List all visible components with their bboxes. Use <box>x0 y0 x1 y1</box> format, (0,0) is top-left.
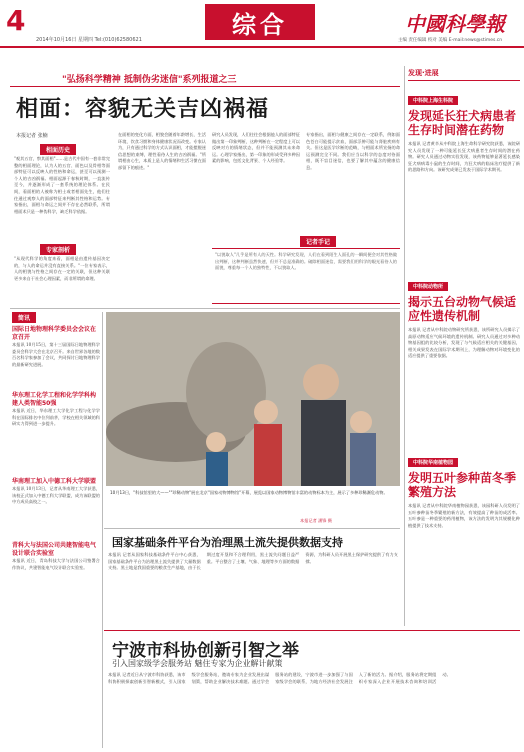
sidebar-story-1 <box>408 87 520 267</box>
sidebar-story-2 <box>408 273 520 443</box>
sidebar-story-body: 本报讯 记者黄辛从中科院上海生命科学研究院获悉，该院研究人员发现了一种可能延长狂犬病患者生存时间的潜在药物。研究人员通过动物实验发现，该药物能够显著延长感染狂犬病病毒小鼠的生存时间，为狂犬病的临床治疗提供了新的思路和方向。该研究成果已发表于国际学术期刊。 <box>408 141 520 173</box>
photo-illustration <box>106 312 400 486</box>
brief-item <box>12 542 100 598</box>
story2-title: 国家基础条件平台为治理黑土流失提供数据支持 <box>112 536 343 549</box>
column-divider <box>102 312 103 748</box>
brief-title: 青科大与法国公司共建智能电气设计联合实验室 <box>12 542 97 557</box>
story2-body: 本报讯 记者从国家科技基础条件平台中心获悉，国家基础条件平台为治理黑土流失提供了大量数据支持。黑土地是我国重要的粮食生产基地，由于长期过度开垦和不合理利用，黑土流失问题日益严重。平台整合了土壤、气象、地理等多方面的数据资源，为科研人员开展黑土保护研究提供了有力支撑。 <box>108 552 398 571</box>
story3-deck: 引入国家级学会服务站 魅住专家为企业解计献策 <box>112 659 283 668</box>
page-header <box>0 0 524 50</box>
sidebar-story-title: 揭示五台动物气候适应性遗传机制 <box>408 295 517 323</box>
brief-item <box>12 478 100 538</box>
lead-title: 相面：容貌无关吉凶祸福 <box>16 97 270 122</box>
lead-body-mid: 在面相的变化方面，相貌会随着年龄增长、生活环境、饮食习惯和身体健康状况而改变。专家认为，只有通过科学的方式认识面相，才能摆脱迷信思想的束缚，理性看待人生的吉凶祸福。"所谓相由心生，本质上是人的情绪和生活习惯在面部留下的痕迹。" <box>118 132 206 170</box>
brief-title: 华南理工加入中德工科大学联盟 <box>12 478 97 485</box>
section-label: 综合 <box>205 4 315 40</box>
divider <box>104 528 400 529</box>
divider <box>10 86 400 87</box>
brief-body: 本报讯 10月13日，记者从华南理工大学获悉，该校正式加入中德工科大学联盟，成为该联盟的中方成员高校之一。 <box>12 486 100 505</box>
series-label: "弘扬科学精神 抵制伪劣迷信"系列报道之三 <box>62 75 237 85</box>
sidebar-story-3 <box>408 449 520 613</box>
header-rule <box>0 46 524 48</box>
sidebar-story-body: 本报讯 记者从中科院动物研究所获悉，该所研究人员揭示了高原动物适应气候环境的遗传机制。研究人员通过对多种动物基因组的比较分析，发现了与气候适应相关的关键基因，相关成果发表在国际学术期刊上，为理解动物对环境变化的适应提供了重要依据。 <box>408 327 520 359</box>
briefs-tag: 简讯 <box>12 312 36 323</box>
sidebar-kicker: 中科院华南植物园 <box>408 458 458 467</box>
photo-credit: 本报记者 潘锋 摄 <box>300 518 332 523</box>
lead-tag-history: 相面历史 <box>40 144 76 155</box>
quote-tag: 记者手记 <box>300 236 336 247</box>
lead-byline: 本报记者 张楠 <box>16 133 48 139</box>
brief-body: 本报讯 10月15日，第十三届国际日地物理科学委员会科学大会在北京召开。来自世界各地的数百名科学家参加了会议，共同探讨日地物理科学的最新研究进展。 <box>12 342 100 367</box>
date-line: 2014年10月16日 星期四 Tel:(010)62580621 <box>36 37 142 43</box>
brief-body: 本报讯 近日，青岛科技大学与法国公司签署合作协议，共建智能电气设计联合实验室。 <box>12 558 100 570</box>
page-number: 4 <box>6 4 26 37</box>
sidebar-kicker: 中科院动物所 <box>408 282 448 291</box>
news-photo <box>106 312 400 486</box>
lead-body-mid2: 研究人员发现，人们往往会根据他人的面部特征做出第一印象判断，这种判断在一定程度上可以反映对方的情绪状态，但并不能预测其未来命运。心理学家指出，第一印象的形成受到多种因素的影响，包括文化背景、个人经验等。 <box>212 132 300 164</box>
masthead-logo: 中國科學報 <box>405 12 505 36</box>
sidebar-kicker: 中科院上海生科院 <box>408 96 458 105</box>
photo-caption: 10月13日，"科技馆里的大——""珍稀动物"展在北京"国家动物博物馆"开幕，展览以国家动物博物馆丰富的动物标本为主，展示了多种珍稀濒危动物。 <box>110 490 388 495</box>
quote-box <box>212 248 400 304</box>
lead-body-left2: "从现代科学的角度来看，面相是由遗传基因决定的，与人的命运并没有直接关系。"一位专家表示，人的相貌与性格之间存在一定的关联，但这种关联更多来自于社会心理因素，而非所谓的命理。 <box>14 256 110 281</box>
lead-body-right: 专家指出，面相与健康之间存在一定联系，例如面色苍白可能提示贫血，面部浮肿可能与肾脏疾病有关。但这是医学诊断的范畴，与相面术所宣扬的命运预测完全不同。我们应当以科学的态度对待面相，既不盲目迷信，也要了解其中蕴含的健康信息。 <box>306 132 400 170</box>
divider <box>10 308 400 309</box>
quote-text: "以貌取人"几乎是所有人的天性。科学研究发现，人们在看到陌生人面孔的一瞬间便会对其性格做出判断，这种判断虽然快速，但并不总是准确的。破除相面迷信，需要我们用科学的眼光看待人的面貌，尊重每一个人的独特性，不以貌取人。 <box>215 252 397 271</box>
sidebar-divider <box>404 66 405 626</box>
brief-item <box>12 326 100 388</box>
briefs-list <box>12 326 100 598</box>
sidebar <box>408 68 520 613</box>
brief-body: 本报讯 近日，华东理工大学化学工程与化学学科在国际排名中位列前茅，学校在相关领域的科研实力得到进一步提升。 <box>12 408 100 427</box>
brief-title: 国际日地物理科学委员会会议在京召开 <box>12 326 97 341</box>
story3-title: 宁波市科协创新引智之举 <box>112 641 299 661</box>
story3-body: 本报讯 记者近日从宁波市科协获悉，该市科协积极探索创新引智新模式，引入国家级学会服务站，邀请专家为企业发展出谋划策，帮助企业解决技术难题。通过学会服务站的建设，宁波市进一步加强了与国家级学会的联系，为地方经济社会发展注入了新的活力。据介绍，服务站将定期组织专家深入企业开展技术咨询和培训活动。 <box>108 672 451 684</box>
brief-item <box>12 392 100 474</box>
sidebar-story-body: 本报讯 记者从中科院华南植物园获悉，该园科研人员发明了五叶参种苗冬季繁殖的新方法，有效提高了种苗的成活率。五叶参是一种重要的药用植物，该方法的发明为其规模化种植提供了技术支持。 <box>408 503 520 528</box>
divider <box>104 630 520 631</box>
sidebar-column-title: 发现·进展 <box>408 68 520 81</box>
sidebar-story-title: 发现延长狂犬病患者生存时间潜在药物 <box>408 109 517 137</box>
lead-body-left: "观其五官，察其面相"……是古代中国有一套非常完整的相面理论，认为人的五官、面色以及骨相等面部特征可以反映人的性格和命运，甚至可以预测一个人的吉凶祸福。相面起源于春秋时期，一直流传至今，并逐渐形成了一套系统的理论体系。在民间，看面相的人被称为相士或者相面先生，他们往往通过观察人的面部特征来判断其性格和运势。专家指出，面相与命运之间并不存在必然联系，所谓相面术只是一种伪科学，缺乏科学依据。 <box>14 156 110 214</box>
brief-title: 华东理工化学工程和化学学科构建人类智能50强 <box>12 392 97 407</box>
lead-tag-analysis: 专家剖析 <box>40 244 76 255</box>
masthead-sub: 主编 责任编辑 校对 美编 E-mail:news@stimes.cn <box>398 38 503 43</box>
sidebar-story-title: 发明五叶参种苗冬季繁殖方法 <box>408 471 517 499</box>
